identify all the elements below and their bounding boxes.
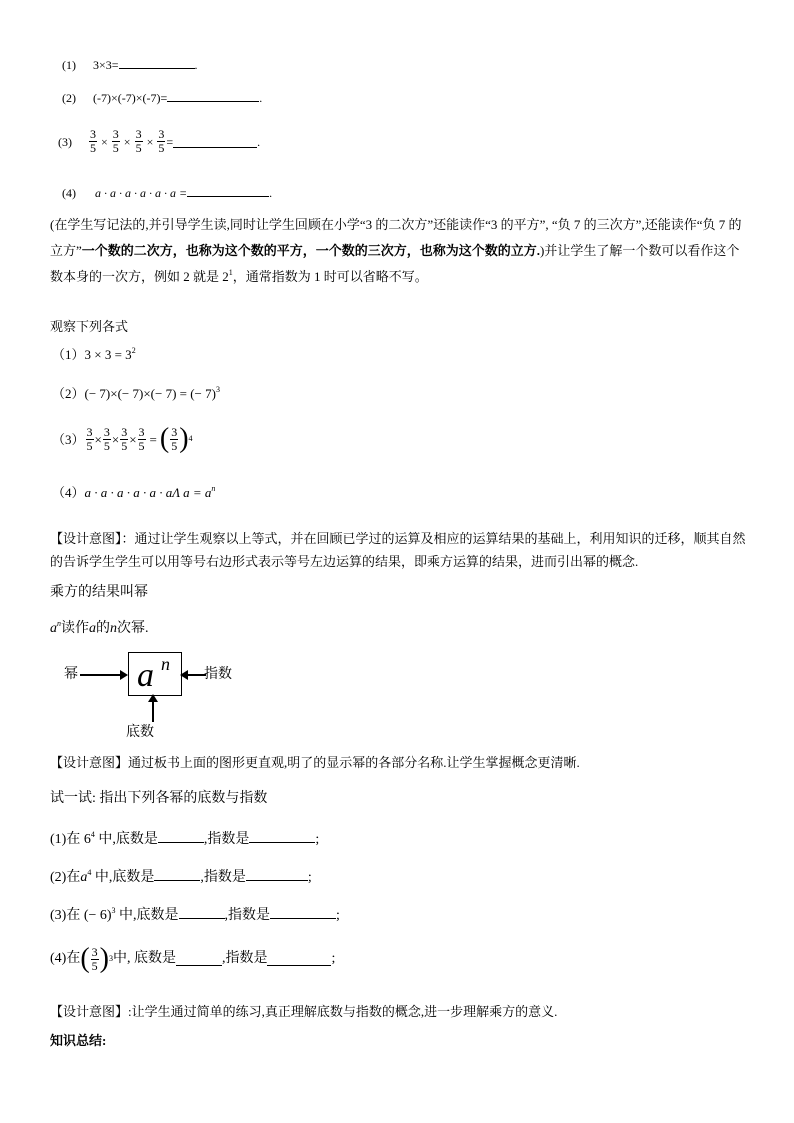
observe-item-4: （4）a · a · a · a · a · aΛ $a = a^n$ [52,484,216,500]
answer-blank [167,89,259,102]
answer-blank [119,56,195,69]
observe-item-3: （3） $\frac{3}{5}$ × $\frac{3}{5}$ × $\frac{3}{5}$ × $\frac{3}{5}$ = ( $\frac{3}{5}$ ) 4 [52,423,193,454]
answer-blank [267,953,331,966]
exercise-item-3: (3) $\frac{3}{5}$ × $\frac{3}{5}$ × $\frac{3}{5}$ × $\frac{3}{5}$ = . [58,127,261,155]
summary-heading: 知识总结: [50,1033,107,1048]
exponent-symbol: n [161,654,170,674]
try-question-2: (2)在$a^4$ 中,底数是 ,指数是 ; [50,868,312,885]
design-intent-3: 【设计意图】:让学生通过简单的练习,真正理解底数与指数的概念,进一步理解乘方的意义. [50,1004,558,1019]
arrow-up-icon [146,694,160,722]
power-definition: 乘方的结果叫幂 [50,585,148,600]
design-intent-1: 【设计意图】：通过让学生观察以上等式，并在回顾已学过的运算及相应的运算结果的基础上，利用知识的迁移，顺其自然的告诉学生学生可以用等号右边形式表示等号左边运算的结果，即乘方运算的结果，进而引出幂的概念. [50,531,746,569]
arrow-right-icon [80,668,130,682]
fraction: $\frac{3}{5}$ [135,127,142,155]
teaching-note: (在学生写记法的,并引导学生读,同时让学生回顾在小学“3 的二次方”还能读作“3 的平方”, “负 7 的三次方”,还能读作“负 7 的立方”一个数的二次方，也称为这个数的平方，一个数的三次方，也称为这个数的立方.)并让学生了解一个数可以看作这个数本身的一次方，例如 2 就是 $2^1$，通常指数为 1 时可以省略不写。 [50,217,742,284]
item-number: (2) [62,91,76,105]
base-symbol: a [137,657,154,694]
answer-blank [173,135,257,148]
observe-item-2: （2）(− 7)×(− 7)×(− 7) = (− 7)$^3$ [52,385,220,401]
answer-blank [246,868,308,881]
item-number: (3) [58,134,72,149]
expression: (-7)×(-7)×(-7)= [93,91,168,105]
answer-blank [249,830,315,843]
bold-definition: 一个数的二次方，也称为这个数的平方，一个数的三次方，也称为这个数的立方. [81,243,541,258]
exercise-item-2: (2) (-7)×(-7)×(-7)= . [62,91,263,105]
item-number: (4) [62,186,76,200]
read-as-line: $a^n$读作a的n次幂. [50,619,149,636]
item-number: (1) [62,58,76,72]
arrow-left-icon [180,668,206,682]
answer-blank [270,906,336,919]
power-label: 幂 [64,667,78,682]
try-title: 试一试: 指出下列各幂的底数与指数 [50,791,268,806]
fraction: $\frac{3}{5}$ [112,127,119,155]
exponent-label: 指数 [204,667,232,682]
exercise-item-1: (1) 3×3= . [62,58,198,72]
fraction: $\frac{3}{5}$ [90,127,96,155]
expression: 3×3= [93,58,119,72]
expression: a · a · a · a · a · a = [95,186,188,200]
answer-blank [154,868,200,881]
observe-item-1: $(1)3 \times 3 = 3^2$ [52,346,136,362]
answer-blank [179,906,225,919]
design-intent-2: 【设计意图】通过板书上面的图形更直观,明了的显示幂的各部分名称.让学生掌握概念更清晰. [50,755,580,770]
base-label: 底数 [126,725,154,740]
try-question-1: (1)在 $6^4$ 中,底数是 ,指数是 ; [50,830,320,847]
try-question-3: (3)在 (− 6)$^3$ 中,底数是 ,指数是 ; [50,906,340,923]
fraction: $\frac{3}{5}$ [158,127,165,155]
try-question-4: (4)在 ( $\frac{3}{5}$ ) 3 中, 底数是 ,指数是 ; [50,943,336,974]
answer-blank [158,830,204,843]
answer-blank [176,953,222,966]
power-box [128,652,182,696]
answer-blank [187,184,269,197]
exercise-item-4: (4) a · a · a · a · a · a = . [62,186,273,200]
observe-title: 观察下列各式 [50,319,129,334]
